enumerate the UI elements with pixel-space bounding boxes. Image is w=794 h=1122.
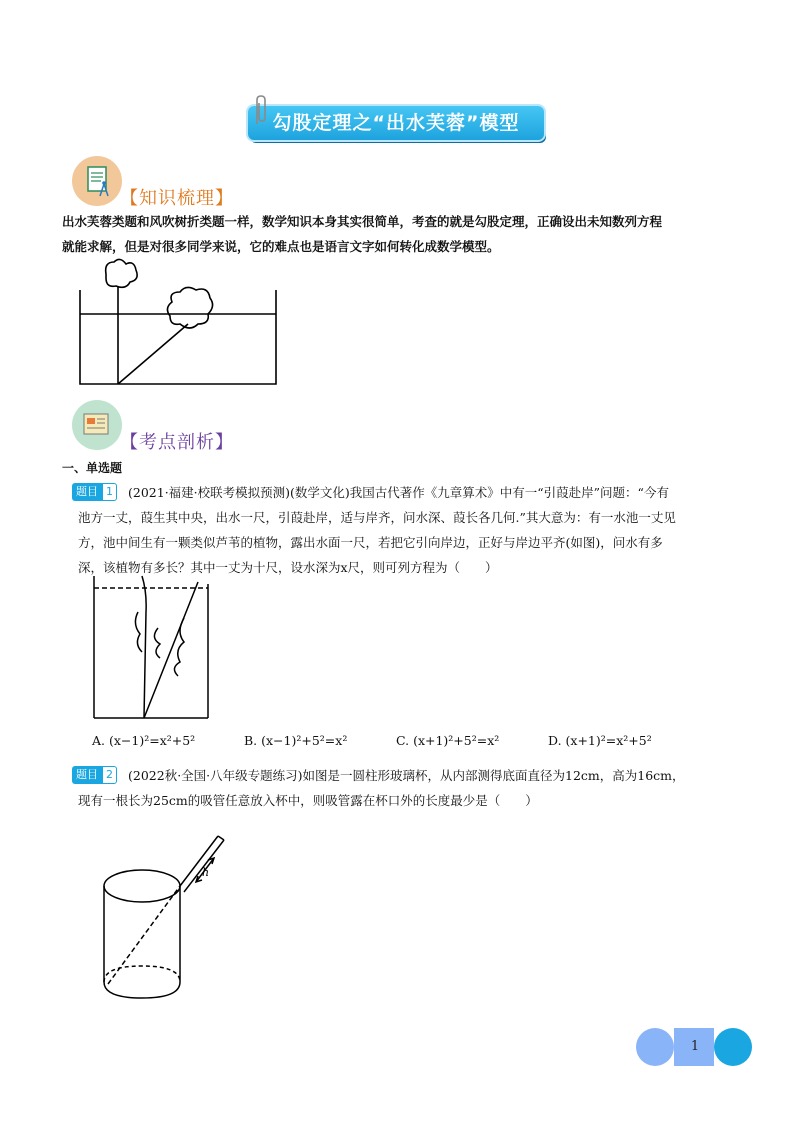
paperclip-icon — [252, 94, 270, 128]
badge-number: 1 — [102, 483, 117, 501]
pond-figure — [76, 258, 286, 388]
section-title-knowledge: 【知识梳理】 — [120, 188, 234, 209]
title-banner — [248, 106, 546, 142]
question-line: (2021·福建·校联考模拟预测)(数学文化)我国古代著作《九章算术》中有一“引葭赴岸”问题：“今有 — [128, 485, 669, 500]
question-line: (2022秋·全国·八年级专题练习)如图是一圆柱形玻璃杯，从内部测得底面直径为12cm，高为16cm， — [128, 768, 685, 783]
question-badge — [72, 766, 117, 784]
notebook-icon — [72, 156, 122, 206]
figure-label-h: h — [202, 866, 210, 879]
page-circle — [636, 1028, 674, 1066]
question-badge — [72, 483, 117, 501]
badge-label: 题目 — [72, 766, 102, 784]
paragraph-line: 出水芙蓉类题和风吹树折类题一样，数学知识本身其实很简单，考查的就是勾股定理，正确设出未知数列方程 — [62, 214, 663, 229]
page-number-badge — [636, 1028, 752, 1066]
document-icon — [72, 400, 122, 450]
page-number: 1 — [690, 1039, 700, 1054]
option-c: C. (x+1)²+5²=x² — [396, 733, 500, 748]
question-line: 池方一丈，葭生其中央，出水一尺，引葭赴岸，适与岸齐，问水深、葭长各几何.”其大意为：有一水池一丈见 — [78, 510, 676, 525]
badge-label: 题目 — [72, 483, 102, 501]
cylinder-figure — [100, 832, 236, 1012]
paragraph-line: 就能求解，但是对很多同学来说，它的难点也是语言文字如何转化成数学模型。 — [62, 239, 500, 254]
page-title: 勾股定理之“出水芙蓉”模型 — [272, 112, 520, 134]
question-line: 现有一根长为25cm的吸管任意放入杯中，则吸管露在杯口外的长度最少是（ ） — [78, 793, 538, 808]
badge-number: 2 — [102, 766, 117, 784]
reed-figure — [88, 572, 218, 724]
option-a: A. (x−1)²=x²+5² — [92, 733, 196, 748]
question-line: 深，该植物有多长？其中一丈为十尺，设水深为x尺，则可列方程为（ ） — [78, 560, 498, 575]
option-d: D. (x+1)²=x²+5² — [548, 733, 652, 748]
question-line: 方，池中间生有一颗类似芦苇的植物，露出水面一尺，若把它引向岸边，正好与岸边平齐(如图)，问水有多 — [78, 535, 663, 550]
section-title-analysis: 【考点剖析】 — [120, 432, 234, 453]
page-circle — [714, 1028, 752, 1066]
subsection-title: 一、单选题 — [62, 461, 123, 475]
option-b: B. (x−1)²+5²=x² — [244, 733, 348, 748]
